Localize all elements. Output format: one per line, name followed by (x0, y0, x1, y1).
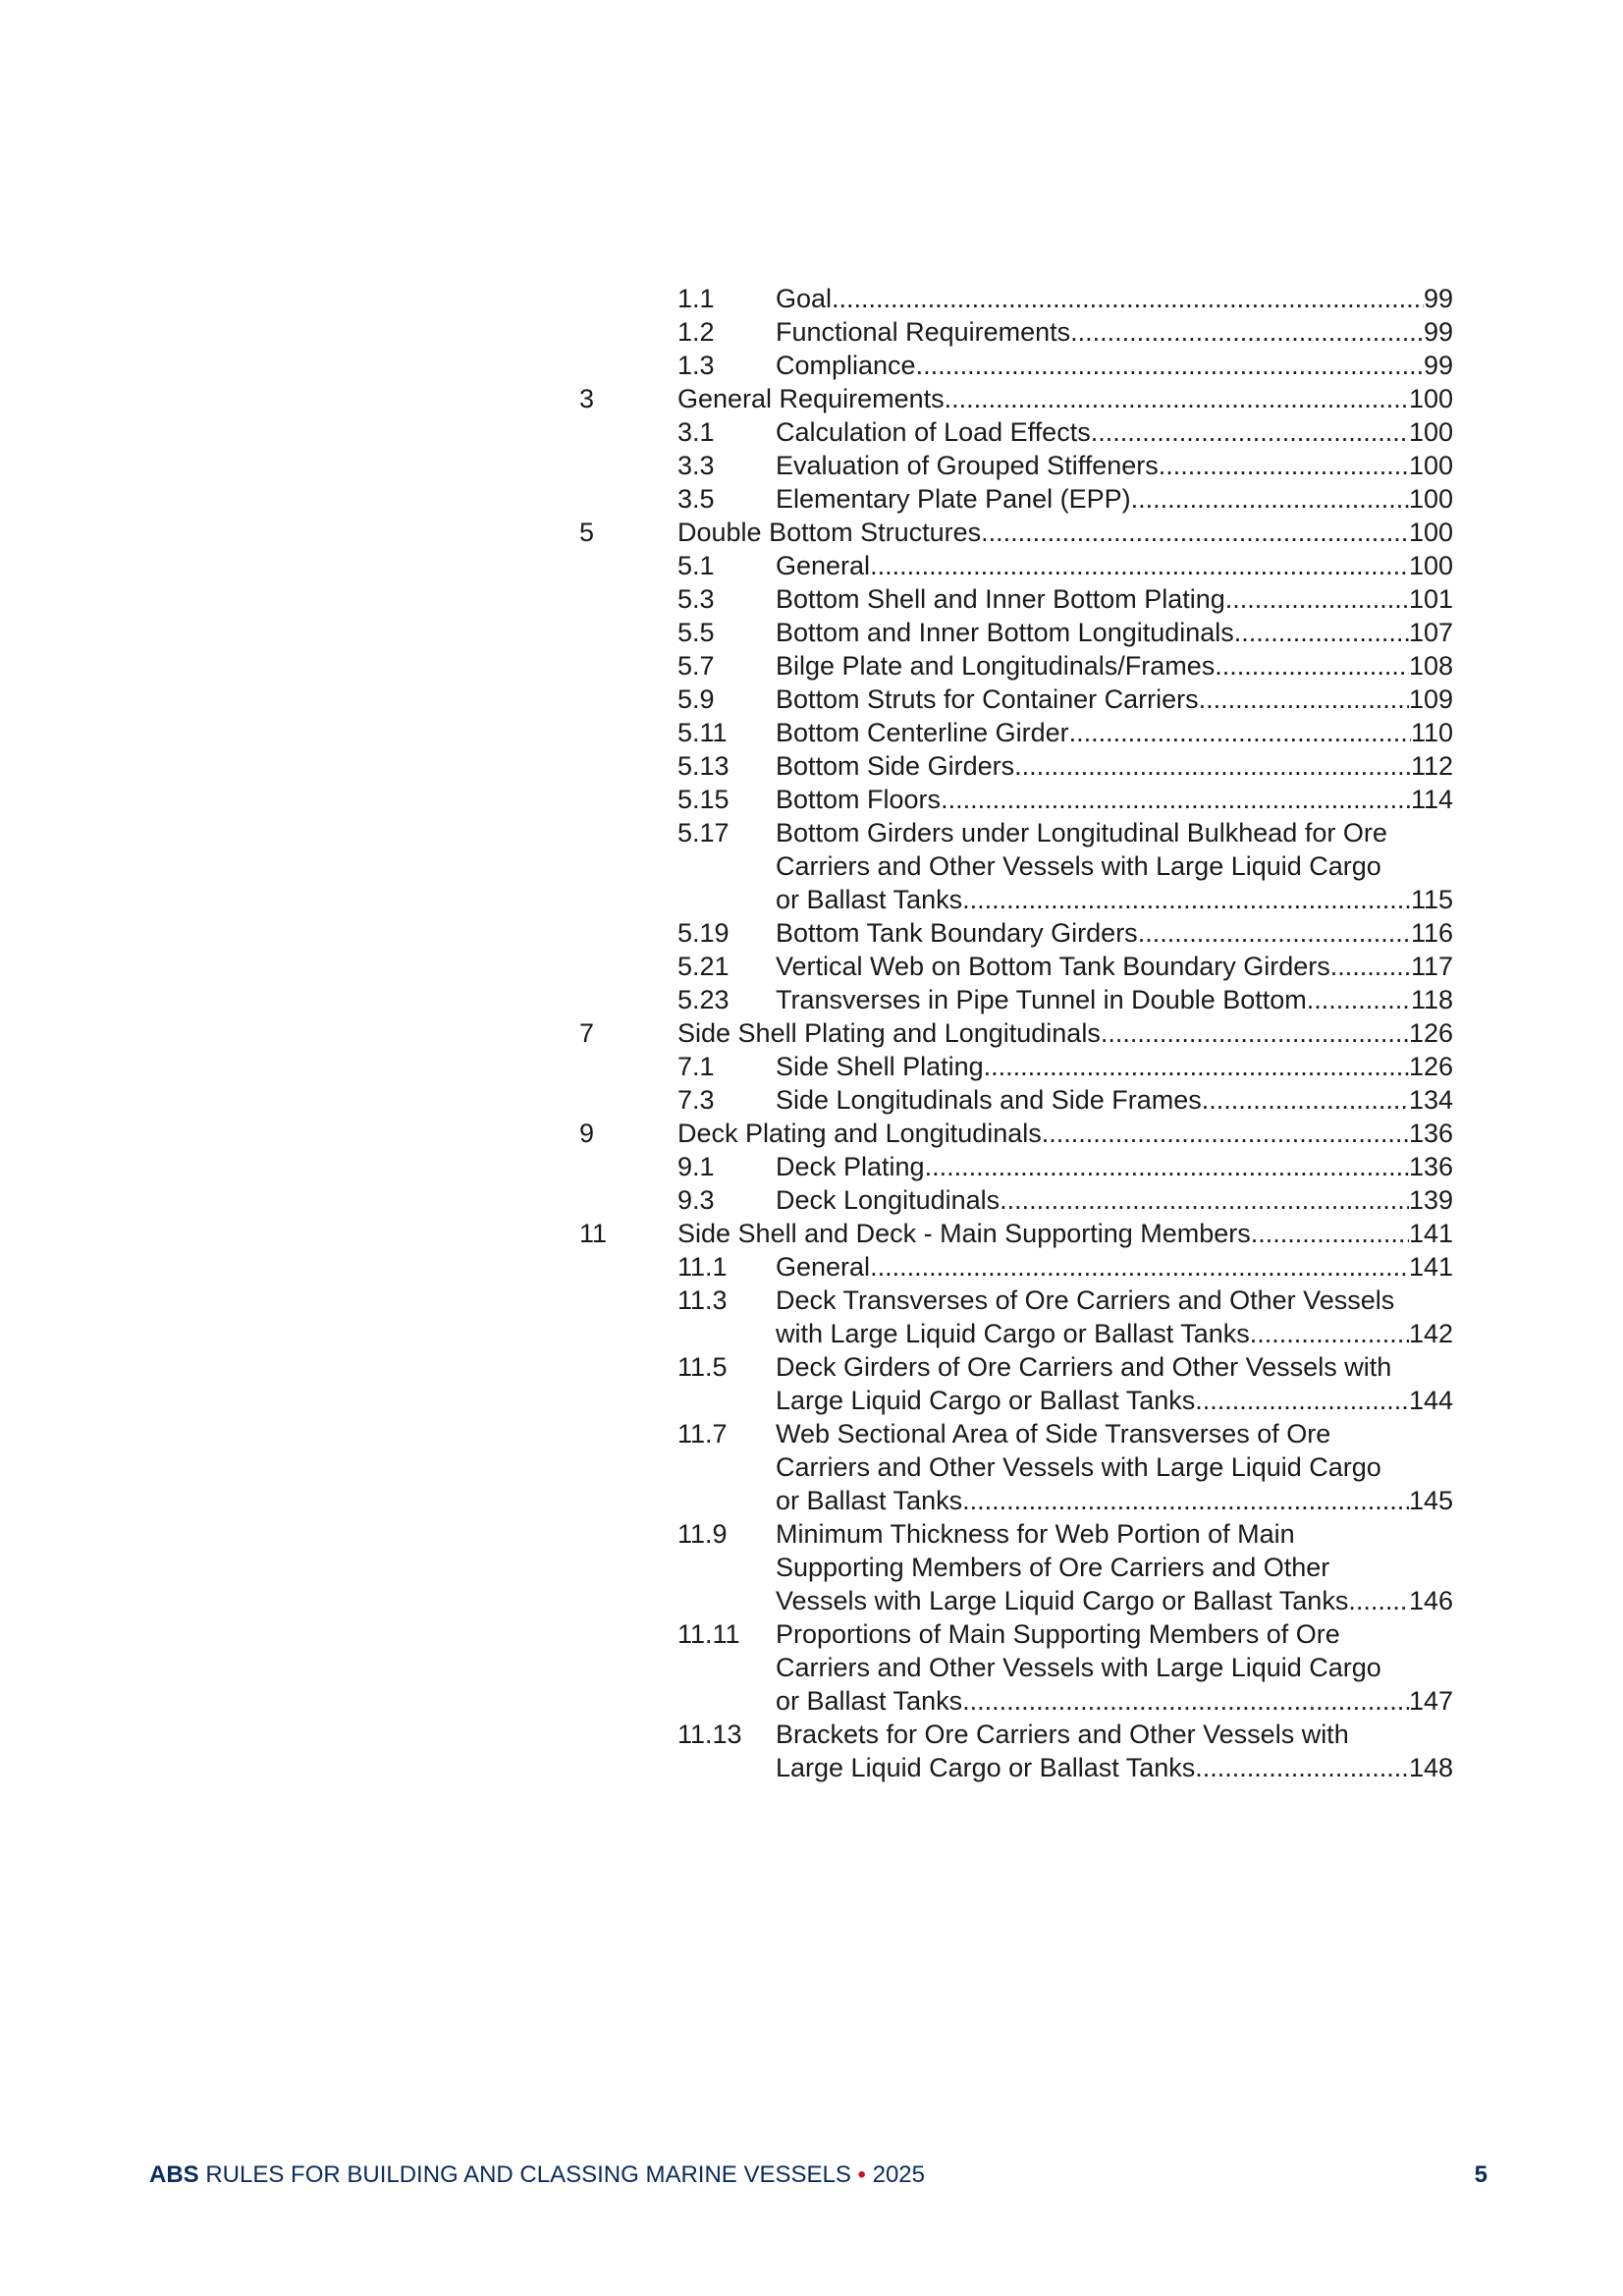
toc-entry[interactable] (0, 683, 1623, 716)
toc-section-number: 11.9 (677, 1519, 728, 1549)
toc-page-number: 118 (1410, 985, 1453, 1014)
toc-entry-body (677, 382, 1453, 415)
toc-page-number: 141 (1408, 1252, 1453, 1282)
toc-dot-leader (1131, 482, 1409, 516)
toc-title-last-line (677, 1117, 1453, 1150)
toc-page-number: 134 (1408, 1085, 1453, 1115)
toc-entry[interactable] (0, 1417, 1623, 1517)
toc-title-line: Bottom Tank Boundary Girders (776, 918, 1138, 948)
toc-title-line: or Ballast Tanks (776, 1486, 963, 1515)
toc-page-number: 100 (1408, 518, 1453, 547)
toc-dot-leader (941, 783, 1411, 816)
toc-page-number: 141 (1408, 1219, 1453, 1248)
toc-entry-body (776, 616, 1453, 649)
toc-title-last-line (776, 1250, 1453, 1284)
toc-title-last-line (776, 1050, 1453, 1083)
toc-dot-leader (1195, 1751, 1409, 1784)
toc-entry[interactable] (0, 516, 1623, 549)
toc-title-line: Transverses in Pipe Tunnel in Double Bottom (776, 985, 1307, 1014)
toc-page-number: 99 (1423, 351, 1453, 380)
toc-title-line: General Requirements (677, 384, 945, 413)
toc-dot-leader (1138, 916, 1411, 950)
toc-section-number: 5.5 (677, 618, 715, 647)
toc-title-line: Bottom Side Girders (776, 751, 1015, 781)
toc-entry-body (776, 282, 1453, 315)
toc-entry-body (776, 449, 1453, 482)
toc-title-last-line (776, 950, 1453, 983)
toc-entry-body (776, 649, 1453, 683)
toc-title-last-line (776, 415, 1453, 449)
toc-dot-leader (1070, 315, 1424, 349)
toc-entry-body (776, 1617, 1453, 1718)
toc-title-last-line (776, 582, 1453, 616)
toc-title-line: Side Longitudinals and Side Frames (776, 1085, 1202, 1115)
toc-entry-body (776, 916, 1453, 950)
toc-page-number: 100 (1408, 451, 1453, 480)
toc-title-line: Carriers and Other Vessels with Large Liquid Cargo (776, 1653, 1381, 1682)
toc-page-number: 142 (1408, 1319, 1453, 1348)
toc-entry[interactable] (0, 916, 1623, 950)
toc-section-number: 11.1 (677, 1252, 728, 1282)
toc-page-number: 139 (1408, 1185, 1453, 1215)
toc-page-number: 126 (1408, 1052, 1453, 1081)
toc-entry[interactable] (0, 1217, 1623, 1250)
toc-title-last-line (677, 516, 1453, 549)
toc-entry[interactable] (0, 1083, 1623, 1117)
toc-entry-body (776, 1183, 1453, 1217)
toc-title-line: Bottom Shell and Inner Bottom Plating (776, 584, 1225, 614)
toc-dot-leader (1202, 1083, 1409, 1117)
toc-dot-leader (1330, 950, 1411, 983)
toc-section-number: 5.9 (677, 684, 715, 714)
page-footer (149, 2160, 1488, 2190)
toc-entry[interactable] (0, 716, 1623, 749)
toc-entry-body (776, 315, 1453, 349)
toc-entry-body (776, 1350, 1453, 1417)
toc-entry-body (677, 516, 1453, 549)
toc-entry[interactable] (0, 1150, 1623, 1183)
toc-title-line: Vessels with Large Liquid Cargo or Ballast Tanks (776, 1586, 1349, 1615)
toc-title-line: Bilge Plate and Longitudinals/Frames (776, 651, 1216, 681)
toc-section-number: 11.5 (677, 1352, 728, 1382)
toc-section-number: 5.7 (677, 651, 715, 681)
toc-dot-leader (1042, 1117, 1409, 1150)
toc-dot-leader (1091, 415, 1409, 449)
toc-section-number: 5.3 (677, 584, 715, 614)
toc-entry[interactable] (0, 1183, 1623, 1217)
toc-dot-leader (1101, 1016, 1409, 1050)
toc-page-number: 114 (1410, 785, 1453, 814)
toc-page-number: 99 (1423, 317, 1453, 347)
toc-page-number: 144 (1408, 1386, 1453, 1415)
toc-title-line: Goal (776, 284, 833, 313)
toc-page-number: 109 (1408, 684, 1453, 714)
toc-section-number: 3.5 (677, 484, 715, 514)
toc-entry[interactable] (0, 1284, 1623, 1350)
toc-entry[interactable] (0, 549, 1623, 582)
toc-title-last-line (776, 1183, 1453, 1217)
toc-title-last-line (776, 1684, 1453, 1718)
toc-title-last-line (776, 282, 1453, 315)
toc-title-line: Side Shell Plating (776, 1052, 984, 1081)
toc-title-line: Elementary Plate Panel (EPP) (776, 484, 1131, 514)
toc-section-number: 7.3 (677, 1085, 715, 1115)
toc-entry-body (776, 683, 1453, 716)
toc-title-line: Double Bottom Structures (677, 518, 982, 547)
toc-title-line: Bottom Centerline Girder (776, 718, 1069, 747)
toc-title-last-line (776, 1150, 1453, 1183)
toc-dot-leader (832, 282, 1424, 315)
toc-entry[interactable] (0, 1016, 1623, 1050)
toc-entry[interactable] (0, 749, 1623, 783)
toc-page-number: 126 (1408, 1018, 1453, 1048)
toc-title-line: Bottom Girders under Longitudinal Bulkhead for Ore (776, 818, 1387, 847)
toc-dot-leader (1199, 683, 1409, 716)
toc-entry-body (776, 582, 1453, 616)
toc-entry-body (776, 549, 1453, 582)
toc-section-number: 3 (579, 384, 595, 413)
footer-page-number: 5 (1474, 2161, 1488, 2188)
toc-section-number: 11.7 (677, 1419, 728, 1449)
toc-title-line: Large Liquid Cargo or Ballast Tanks (776, 1386, 1196, 1415)
toc-title-last-line (677, 1217, 1453, 1250)
toc-entry[interactable] (0, 282, 1623, 315)
toc-dot-leader (1234, 616, 1409, 649)
toc-entry[interactable] (0, 382, 1623, 415)
toc-page-number: 112 (1410, 751, 1453, 781)
footer-year: 2025 (872, 2161, 925, 2188)
toc-entry[interactable] (0, 649, 1623, 683)
table-of-contents (0, 282, 1623, 1784)
footer-brand: ABS (149, 2161, 199, 2188)
toc-title-last-line (776, 649, 1453, 683)
toc-entry[interactable] (0, 315, 1623, 349)
toc-dot-leader (916, 349, 1424, 382)
toc-title-last-line (776, 315, 1453, 349)
toc-entry[interactable] (0, 1718, 1623, 1784)
toc-dot-leader (1348, 1584, 1409, 1617)
toc-dot-leader (1215, 649, 1409, 683)
toc-section-number: 7.1 (677, 1052, 715, 1081)
toc-dot-leader (981, 516, 1409, 549)
toc-entry-body (776, 950, 1453, 983)
toc-entry-body (677, 1217, 1453, 1250)
toc-dot-leader (1014, 749, 1411, 783)
toc-title-last-line (776, 883, 1453, 916)
toc-section-number: 3.3 (677, 451, 715, 480)
toc-page-number: 108 (1408, 651, 1453, 681)
toc-entry-body (776, 1050, 1453, 1083)
toc-title-last-line (776, 749, 1453, 783)
toc-entry-body (776, 482, 1453, 516)
toc-section-number: 5.21 (677, 952, 730, 981)
toc-entry[interactable] (0, 449, 1623, 482)
toc-section-number: 11 (579, 1219, 608, 1248)
toc-section-number: 1.3 (677, 351, 715, 380)
toc-title-last-line (776, 449, 1453, 482)
toc-title-line: Bottom and Inner Bottom Longitudinals (776, 618, 1234, 647)
toc-title-last-line (776, 783, 1453, 816)
toc-title-last-line (776, 549, 1453, 582)
toc-page-number: 101 (1408, 584, 1453, 614)
toc-title-line: Supporting Members of Ore Carriers and Other (776, 1553, 1330, 1582)
toc-page-number: 110 (1410, 718, 1453, 747)
toc-dot-leader (962, 883, 1411, 916)
toc-entry[interactable] (0, 1117, 1623, 1150)
toc-title-line: Proportions of Main Supporting Members of Ore (776, 1619, 1340, 1649)
toc-entry-body (776, 1284, 1453, 1350)
toc-dot-leader (1225, 582, 1409, 616)
toc-dot-leader (962, 1484, 1409, 1517)
toc-section-number: 1.1 (677, 284, 715, 313)
toc-section-number: 9.1 (677, 1152, 715, 1181)
toc-entry[interactable] (0, 1517, 1623, 1617)
toc-section-number: 5.19 (677, 918, 730, 948)
toc-title-line: Carriers and Other Vessels with Large Liquid Cargo (776, 1452, 1381, 1482)
toc-title-last-line (776, 1751, 1453, 1784)
toc-entry[interactable] (0, 582, 1623, 616)
toc-page-number: 136 (1408, 1152, 1453, 1181)
toc-title-line: Calculation of Load Effects (776, 417, 1091, 447)
toc-section-number: 5 (579, 518, 595, 547)
toc-page-number: 115 (1410, 885, 1453, 914)
toc-title-line: Deck Plating (776, 1152, 925, 1181)
toc-title-last-line (776, 1083, 1453, 1117)
toc-title-last-line (776, 916, 1453, 950)
toc-section-number: 5.1 (677, 551, 715, 580)
toc-section-number: 5.23 (677, 985, 730, 1014)
toc-title-line: Minimum Thickness for Web Portion of Main (776, 1519, 1295, 1549)
toc-entry-body (776, 1718, 1453, 1784)
toc-entry-body (776, 1250, 1453, 1284)
toc-entry[interactable] (0, 783, 1623, 816)
toc-entry-body (677, 1117, 1453, 1150)
toc-title-last-line (776, 349, 1453, 382)
footer-title: RULES FOR BUILDING AND CLASSING MARINE VESSELS (205, 2161, 851, 2188)
toc-entry[interactable] (0, 616, 1623, 649)
toc-page-number: 100 (1408, 484, 1453, 514)
toc-dot-leader (1307, 983, 1411, 1016)
toc-page-number: 100 (1408, 384, 1453, 413)
toc-title-line: Bottom Floors (776, 785, 942, 814)
toc-entry[interactable] (0, 349, 1623, 382)
toc-page-number: 147 (1408, 1686, 1453, 1716)
toc-entry[interactable] (0, 1250, 1623, 1284)
toc-entry-body (776, 1417, 1453, 1517)
toc-section-number: 5.13 (677, 751, 730, 781)
toc-title-line: or Ballast Tanks (776, 885, 963, 914)
toc-page-number: 116 (1410, 918, 1453, 948)
toc-dot-leader (1069, 716, 1411, 749)
toc-title-line: Deck Plating and Longitudinals (677, 1119, 1042, 1148)
toc-entry-body (776, 1517, 1453, 1617)
toc-title-last-line (776, 1317, 1453, 1350)
toc-entry[interactable] (0, 950, 1623, 983)
toc-title-line: Deck Transverses of Ore Carriers and Other Vessels (776, 1285, 1395, 1315)
toc-title-last-line (776, 683, 1453, 716)
toc-title-line: Side Shell Plating and Longitudinals (677, 1018, 1101, 1048)
toc-entry-body (776, 783, 1453, 816)
toc-title-last-line (677, 1016, 1453, 1050)
toc-title-last-line (776, 1484, 1453, 1517)
toc-title-last-line (776, 716, 1453, 749)
toc-section-number: 3.1 (677, 417, 715, 447)
toc-dot-leader (984, 1050, 1409, 1083)
toc-title-line: Bottom Struts for Container Carriers (776, 684, 1199, 714)
toc-dot-leader (1159, 449, 1409, 482)
toc-title-line: Carriers and Other Vessels with Large Liquid Cargo (776, 851, 1381, 881)
toc-title-line: with Large Liquid Cargo or Ballast Tanks (776, 1319, 1250, 1348)
toc-dot-leader (945, 382, 1409, 415)
toc-dot-leader (1250, 1317, 1409, 1350)
toc-dot-leader (1000, 1183, 1409, 1217)
toc-entry[interactable] (0, 983, 1623, 1016)
toc-title-last-line (776, 616, 1453, 649)
toc-title-last-line (776, 482, 1453, 516)
toc-page-number: 145 (1408, 1486, 1453, 1515)
toc-section-number: 11.11 (677, 1619, 740, 1649)
toc-page-number: 117 (1410, 952, 1453, 981)
toc-dot-leader (1195, 1384, 1409, 1417)
toc-title-last-line (776, 1584, 1453, 1617)
toc-title-line: Deck Longitudinals (776, 1185, 1001, 1215)
toc-section-number: 11.13 (677, 1720, 742, 1749)
toc-page-number: 148 (1408, 1753, 1453, 1782)
toc-entry[interactable] (0, 1350, 1623, 1417)
toc-page-number: 100 (1408, 417, 1453, 447)
toc-page-number: 146 (1408, 1586, 1453, 1615)
toc-title-line: Evaluation of Grouped Stiffeners (776, 451, 1159, 480)
footer-separator: • (857, 2161, 866, 2188)
toc-title-line: Web Sectional Area of Side Transverses of Ore (776, 1419, 1331, 1449)
toc-title-last-line (776, 1384, 1453, 1417)
toc-dot-leader (870, 549, 1409, 582)
toc-page-number: 136 (1408, 1119, 1453, 1148)
toc-title-line: Brackets for Ore Carriers and Other Vessels with (776, 1720, 1349, 1749)
toc-entry[interactable] (0, 1617, 1623, 1718)
toc-section-number: 9.3 (677, 1185, 715, 1215)
toc-title-line: General (776, 551, 871, 580)
toc-entry-body (776, 749, 1453, 783)
toc-section-number: 5.11 (677, 718, 728, 747)
toc-page-number: 107 (1408, 618, 1453, 647)
toc-entry[interactable] (0, 816, 1623, 916)
toc-section-number: 5.15 (677, 785, 730, 814)
toc-dot-leader (1251, 1217, 1409, 1250)
toc-title-line: Vertical Web on Bottom Tank Boundary Girders (776, 952, 1330, 981)
toc-entry[interactable] (0, 482, 1623, 516)
toc-title-line: Deck Girders of Ore Carriers and Other Vessels with (776, 1352, 1392, 1382)
toc-title-line: Functional Requirements (776, 317, 1071, 347)
toc-entry-body (776, 983, 1453, 1016)
toc-title-line: or Ballast Tanks (776, 1686, 963, 1716)
toc-entry[interactable] (0, 415, 1623, 449)
toc-dot-leader (870, 1250, 1409, 1284)
toc-section-number: 7 (579, 1018, 595, 1048)
toc-entry-body (677, 1016, 1453, 1050)
toc-entry-body (776, 1083, 1453, 1117)
toc-entry-body (776, 415, 1453, 449)
toc-entry[interactable] (0, 1050, 1623, 1083)
toc-dot-leader (962, 1684, 1409, 1718)
toc-entry-body (776, 816, 1453, 916)
toc-title-line: General (776, 1252, 871, 1282)
toc-title-line: Compliance (776, 351, 916, 380)
toc-page-number: 99 (1423, 284, 1453, 313)
toc-entry-body (776, 1150, 1453, 1183)
toc-title-last-line (677, 382, 1453, 415)
toc-title-line: Side Shell and Deck - Main Supporting Members (677, 1219, 1251, 1248)
toc-title-line: Large Liquid Cargo or Ballast Tanks (776, 1753, 1196, 1782)
toc-section-number: 1.2 (677, 317, 715, 347)
toc-entry-body (776, 716, 1453, 749)
toc-page-number: 100 (1408, 551, 1453, 580)
toc-entry-body (776, 349, 1453, 382)
toc-section-number: 5.17 (677, 818, 730, 847)
toc-section-number: 9 (579, 1119, 595, 1148)
toc-dot-leader (925, 1150, 1409, 1183)
toc-title-last-line (776, 983, 1453, 1016)
toc-section-number: 11.3 (677, 1285, 728, 1315)
